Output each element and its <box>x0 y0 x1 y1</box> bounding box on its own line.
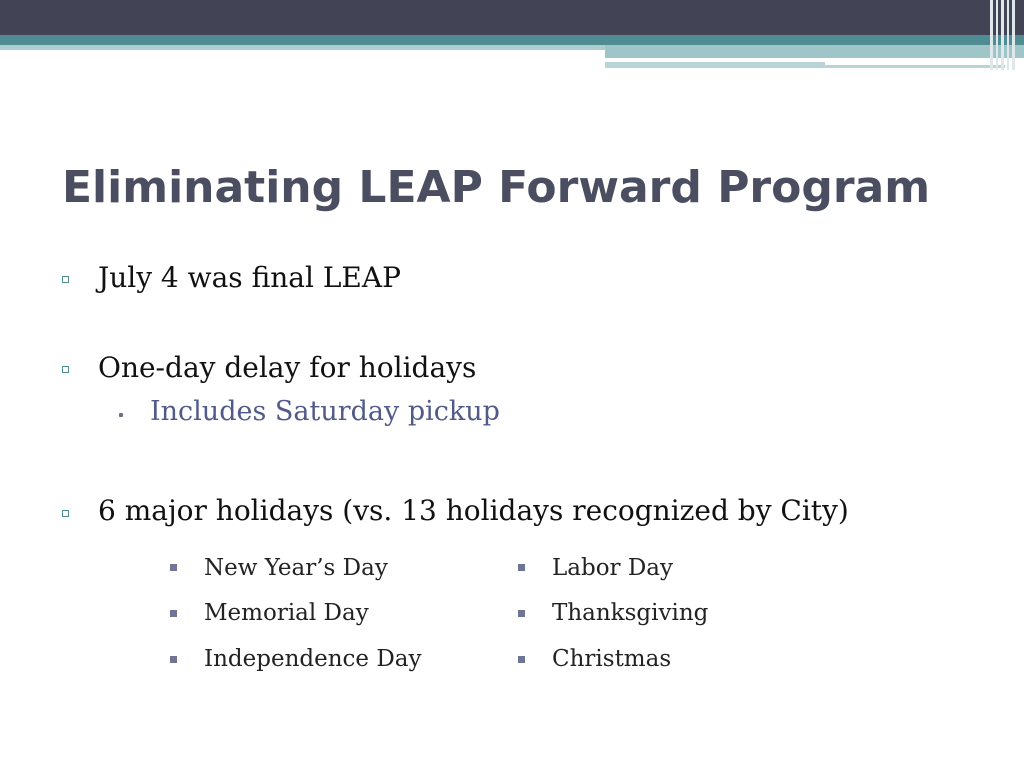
holiday-item: Independence Day <box>204 646 422 672</box>
holiday-item: Labor Day <box>552 555 674 581</box>
bullet-final-leap: July 4 was final LEAP <box>98 261 401 294</box>
holiday-marker <box>518 564 525 571</box>
holiday-marker <box>518 656 525 663</box>
holiday-item: New Year’s Day <box>204 555 388 581</box>
header-band-light-left <box>0 45 605 50</box>
header-band-lower-gap <box>825 62 1005 65</box>
header-vertical-stripes <box>990 0 1024 70</box>
bullet-marker <box>62 510 69 517</box>
holiday-marker <box>170 564 177 571</box>
sub-bullet-saturday-pickup: Includes Saturday pickup <box>150 396 500 427</box>
sub-bullet-marker <box>119 413 123 417</box>
bullet-marker <box>62 366 69 373</box>
bullet-major-holidays: 6 major holidays (vs. 13 holidays recognized by City) <box>98 494 849 527</box>
holiday-item: Thanksgiving <box>552 600 709 626</box>
holiday-item: Memorial Day <box>204 600 369 626</box>
header-band-teal <box>0 35 1024 45</box>
holiday-marker <box>170 610 177 617</box>
bullet-marker <box>62 276 69 283</box>
holiday-item: Christmas <box>552 646 672 672</box>
header-band-dark <box>0 0 1024 35</box>
holiday-marker <box>170 656 177 663</box>
slide-title: Eliminating LEAP Forward Program <box>62 162 931 213</box>
bullet-one-day-delay: One-day delay for holidays <box>98 351 477 384</box>
header-band-light-right <box>605 45 1024 58</box>
holiday-marker <box>518 610 525 617</box>
